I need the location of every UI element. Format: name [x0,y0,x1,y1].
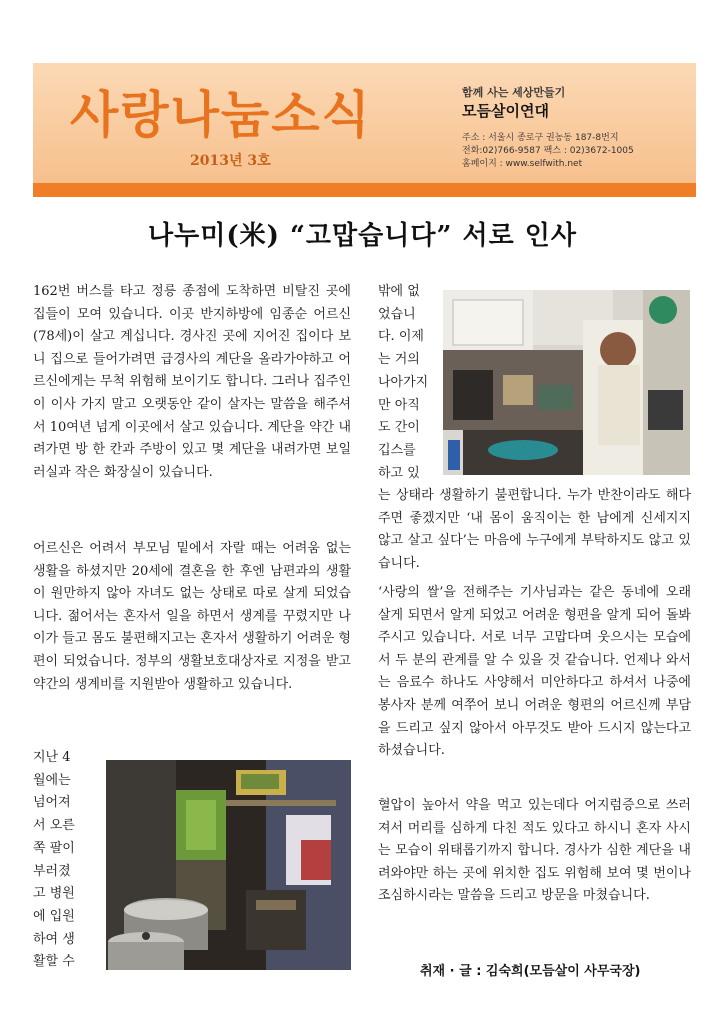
article-headline: 나누미(米) “고맙습니다” 서로 인사 [147,221,578,251]
article-paragraph-4: ‘사랑의 쌀’을 전해주는 기사님과는 같은 동네에 오래 살게 되면서 알게 되었고 어려운 형편을 알게 되어 돌봐주시고 있습니다. 서로 너무 고맙다며 웃으시는 모습에서 두 분의 관계를 알 수 있을 것 같습니다. 언제나 와서는 음료수 하나도 사양해서 미안하다고 하셔서 나중에 봉사자 분께 여쭈어 보니 어려운 형편의 어르신께 부담을 드리고 싶지 않아서 아무것도 받아 드시지 않는다고 하셨습니다. [378,585,691,759]
narrow-line: 다. 이제 [378,329,424,345]
article-paragraph-5: 혈압이 높아서 약을 먹고 있는데다 어지럼증으로 쓰러져서 머리를 심하게 다친 적도 있다고 하시니 혼자 사시는 모습이 위태롭기까지 합니다. 경사가 심한 계단을 내려와야만 하는 곳에 위치한 집도 위험해 보여 몇 번이나 조심하시라는 말씀을 드리고 방문을 마쳤습니다. [378,798,691,904]
narrow-line: 깁스를 [378,442,416,458]
left-narrow-column [33,747,101,974]
narrow-line: 도 간이 [378,420,420,436]
org-phone: 전화:02)766-9587 팩스 : 02)3672-1005 [462,146,634,156]
narrow-line: 하여 생 [33,931,75,947]
masthead-divider [33,183,696,197]
narrow-line: 었습니 [378,306,416,322]
narrow-line: 활할 수 [33,954,75,970]
narrow-line: 하고 있 [378,465,420,481]
issue-number: 2013년 3호 [190,153,271,169]
article-paragraph-1: 162번 버스를 타고 정릉 종점에 도착하면 비탈진 곳에 집들이 모여 있습니다. 이곳 반지하방에 임종순 어르신(78세)이 살고 계십니다. 경사진 곳에 지어진 집이다 보니 집으로 들어가려면 급경사의 계단을 올라가야하고 어르신에게는 무척 위험해 보이기도 합니다. 그러나 집주인이 이사 가지 말고 오랫동안 같이 살자는 말씀을 해주셔서 10여년 넘게 이곳에서 살고 있습니다. 계단을 약간 내려가면 방 한 칸과 주방이 있고 몇 계단을 내려가면 보일러실과 작은 화장실이 있습니다. [33,284,351,480]
narrow-line: 쪽 팔이 [33,840,75,856]
narrow-line: 월에는 [33,772,71,788]
narrow-line: 서 오른 [33,818,75,834]
article-byline: 취재 · 글 : 김숙희(모듬살이 사무국장) [420,964,641,979]
narrow-line: 만 아직 [378,397,420,413]
article-paragraph-3: 는 상태라 생활하기 불편합니다. 누가 반찬이라도 해다 주면 좋겠지만 ‘내 몸이 움직이는 한 남에게 신세지지 않고 살고 싶다’는 마음에 누구에게 부탁하지도 않고 있습니다. [378,488,691,571]
narrow-line: 밖에 없 [378,284,420,299]
org-contact-info [462,132,634,171]
article-paragraph-2: 어르신은 어려서 부모님 밑에서 자랄 때는 어려움 없는 생활을 하셨지만 20세에 결혼을 한 후엔 남편과의 생활이 원만하지 않아 자녀도 없는 상태로 따로 살게 되었습니다. 젊어서는 혼자서 일을 하면서 생계를 꾸렸지만 나이가 들고 몸도 불편해지고는 혼자서 생활하기 어려운 형편이 되었습니다. 정부의 생활보호대상자로 지정을 받고 약간의 생계비를 지원받아 생활하고 있습니다. [33,541,351,692]
narrow-line: 는 거의 [378,352,420,368]
narrow-line: 고 병원 [33,886,75,902]
narrow-line: 나아가지 [378,374,429,390]
org-homepage: 홈페이지 : www.selfwith.net [462,159,583,169]
narrow-line: 지난 4 [33,750,71,765]
kitchen-photo [443,290,690,475]
right-narrow-column [378,281,440,485]
org-name: 모듬살이연대 [462,102,549,120]
org-address: 주소 : 서울시 종로구 권농동 187-8번지 [462,133,619,143]
newsletter-title: 사랑나눔소식 [70,86,372,144]
storage-room-photo [106,760,351,970]
narrow-line: 에 입원 [33,908,75,924]
org-tagline: 함께 사는 세상만들기 [462,86,566,99]
narrow-line: 넘어져 [33,795,71,811]
narrow-line: 부러졌 [33,863,71,879]
